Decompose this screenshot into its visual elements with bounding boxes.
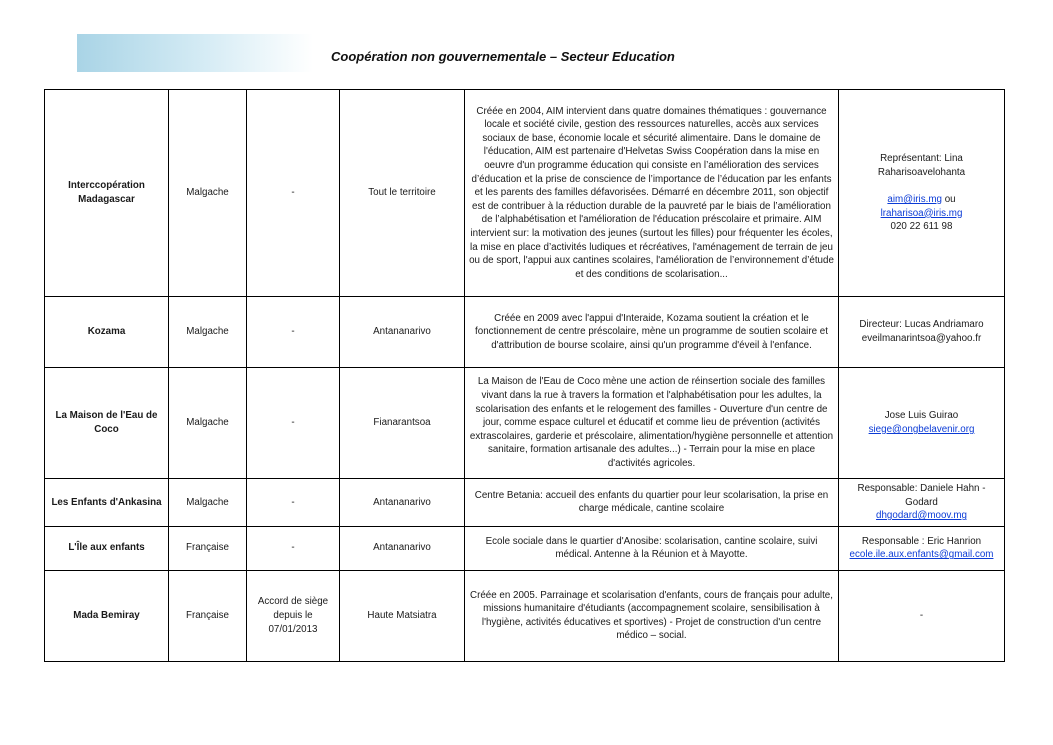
org-status: -	[247, 526, 340, 570]
org-contact	[839, 90, 1005, 297]
contact-email-line	[843, 548, 1000, 562]
email-link[interactable]: ecole.ile.aux.enfants@gmail.com	[849, 549, 994, 561]
org-nationality: Malgache	[169, 297, 247, 368]
org-nationality: Française	[169, 570, 247, 661]
org-status: Accord de siège depuis le 07/01/2013	[247, 570, 340, 661]
contact-joiner: ou	[941, 194, 956, 205]
org-zone: Haute Matsiatra	[340, 570, 465, 661]
page-title: Coopération non gouvernementale – Secteur Education	[331, 49, 675, 64]
contact-line: Directeur: Lucas Andriamaro	[859, 319, 984, 331]
email-link[interactable]: lraharisoa@iris.mg	[880, 207, 963, 219]
contact-line: -	[919, 609, 924, 621]
org-contact	[839, 368, 1005, 479]
contact-email-line	[843, 509, 1000, 523]
contact-emails	[843, 193, 1000, 207]
contact-line: Responsable: Daniele Hahn - Godard	[857, 483, 986, 508]
org-status: -	[247, 90, 340, 297]
contact-spacer	[843, 179, 1000, 193]
table-row	[45, 297, 1005, 368]
org-contact	[839, 479, 1005, 527]
org-zone: Antananarivo	[340, 526, 465, 570]
header-banner	[77, 34, 313, 72]
org-nationality: Malgache	[169, 90, 247, 297]
table-row	[45, 570, 1005, 661]
org-status: -	[247, 368, 340, 479]
org-description: Créée en 2005. Parrainage et scolarisation d'enfants, cours de français pour adulte, missions humanitaire d'étudiants (accompagnement scolaire, sensibilisation à l'hygiène, activités éducatives et sportives) - Projet de construction d'un centre médico – social.	[465, 570, 839, 661]
org-contact	[839, 570, 1005, 661]
org-name: Mada Bemiray	[45, 570, 169, 661]
contact-line: eveilmanarintsoa@yahoo.fr	[861, 333, 982, 344]
org-status: -	[247, 479, 340, 527]
org-name: La Maison de l'Eau de Coco	[45, 368, 169, 479]
org-nationality: Malgache	[169, 479, 247, 527]
table-row	[45, 90, 1005, 297]
org-nationality: Française	[169, 526, 247, 570]
org-contact	[839, 526, 1005, 570]
org-zone: Antananarivo	[340, 479, 465, 527]
email-link[interactable]: aim@iris.mg	[887, 194, 942, 205]
table-row	[45, 479, 1005, 527]
contact-line: Jose Luis Guirao	[884, 410, 959, 422]
contact-line: Représentant: Lina	[880, 153, 963, 165]
table-row	[45, 368, 1005, 479]
contact-email-line	[843, 207, 1000, 221]
org-description: Centre Betania: accueil des enfants du quartier pour leur scolarisation, la prise en charge médicale, cantine scolaire	[465, 479, 839, 527]
contact-email-line	[843, 423, 1000, 437]
email-link[interactable]: siege@ongbelavenir.org	[868, 424, 975, 435]
org-name: Interccopération Madagascar	[45, 90, 169, 297]
org-zone: Tout le territoire	[340, 90, 465, 297]
org-zone: Antananarivo	[340, 297, 465, 368]
org-zone: Fianarantsoa	[340, 368, 465, 479]
org-description: Créée en 2004, AIM intervient dans quatre domaines thématiques : gouvernance locale et société civile, gestion des ressources naturelles, accès aux services sociaux de base, économie locale et sécurité alimentaire. Dans le domaine de l'éducation, AIM est partenaire d'Helvetas Swiss Coopération dans la mise en oeuvre d'un programme éducation qui consiste en l’amélioration des services d’éducation et la prise de conscience de l’importance de l’éducation par les enfants et les parents des familles défavorisées. Démarré en décembre 2011, son objectif est de contribuer à la réduction durable de la pauvreté par le biais de l’amélioration de l’alphabétisation et l'amélioration de l'éducation préscolaire et primaire. AIM intervient sur: la motivation des jeunes (surtout les filles) pour fréquenter les écoles, la mise en place d’activités ludiques et récréatives, l'aménagement de terrain de jeu ou de sport, l'appui aux cantines scolaires, l'amélioration de l’environnement d’étude et des conditions de scolarisation...	[465, 90, 839, 297]
table-row	[45, 526, 1005, 570]
org-nationality: Malgache	[169, 368, 247, 479]
org-status: -	[247, 297, 340, 368]
organizations-table	[44, 89, 1005, 662]
contact-line: Raharisoavelohanta	[877, 166, 966, 178]
org-description: Ecole sociale dans le quartier d'Anosibe: scolarisation, cantine scolaire, suivi médical. Antenne à la Réunion et à Mayotte.	[465, 526, 839, 570]
contact-line: Responsable : Eric Hanrion	[861, 535, 982, 547]
org-description: La Maison de l'Eau de Coco mène une action de réinsertion sociale des familles vivant dans la rue à travers la formation et l'alphabétisation pour les adultes, la scolarisation des enfants et le relogement des familles - Ouverture d'un centre de jour, comme espace culturel et éducatif et comme lieu de prévention (activités extrascolaires, garderie et préscolaire, alimentation/hygiène personnelle et attention sanitaire, formation artisanale des adultes...) - Terrain pour la mise en place d'activités agricoles.	[465, 368, 839, 479]
org-name: Les Enfants d'Ankasina	[45, 479, 169, 527]
org-name: Kozama	[45, 297, 169, 368]
org-description: Créée en 2009 avec l'appui d'Interaide, Kozama soutient la création et le fonctionnement de centre préscolaire, mène un programme de soutien scolaire et d'attribution de bourse scolaire, ainsi qu'un programme d'éveil à l'enfance.	[465, 297, 839, 368]
org-name: L'Île aux enfants	[45, 526, 169, 570]
email-link[interactable]: dhgodard@moov.mg	[876, 510, 967, 522]
org-contact	[839, 297, 1005, 368]
contact-phone: 020 22 611 98	[890, 221, 953, 233]
